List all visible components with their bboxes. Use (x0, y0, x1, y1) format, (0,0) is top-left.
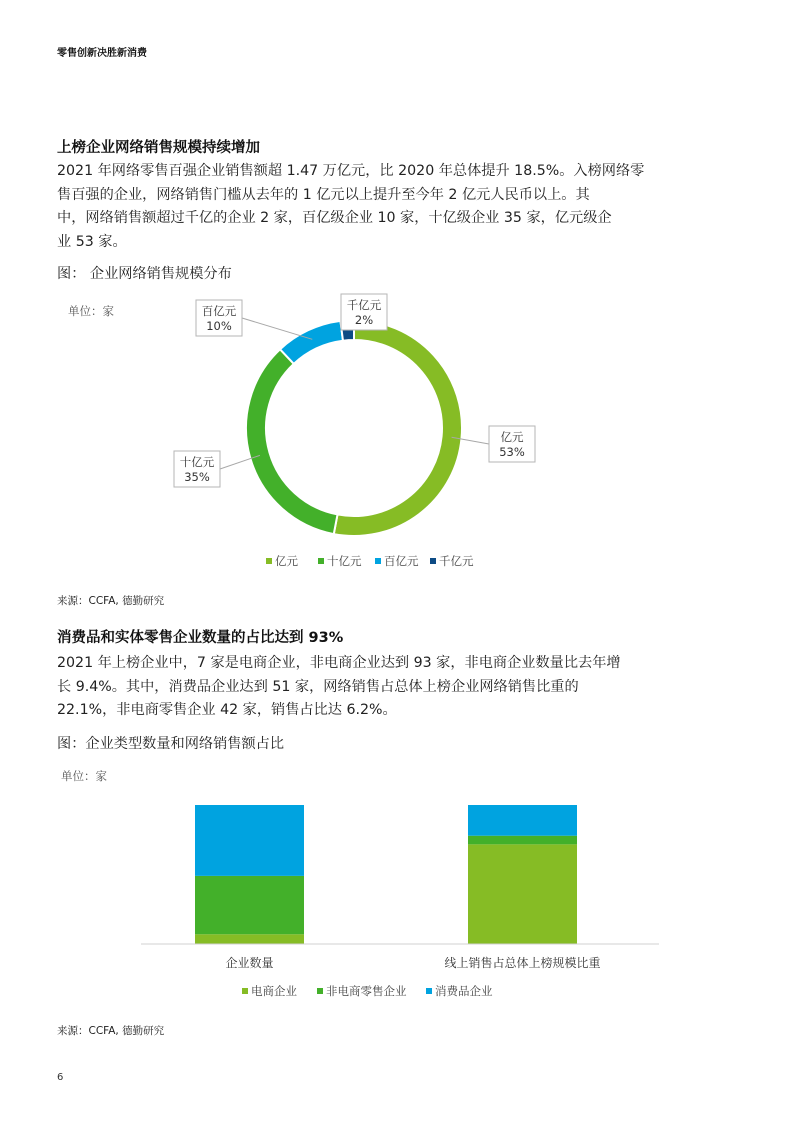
paragraph-line: 中，网络销售额超过千亿的企业 2 家，百亿级企业 10 家，十亿级企业 35 家，亿元级企 (57, 210, 612, 226)
bar-segment (195, 805, 304, 876)
callout-leader-line (242, 318, 312, 339)
donut-callouts (174, 294, 535, 487)
paragraph-line: 22.1%，非电商零售企业 42 家，销售占比达 6.2%。 (57, 702, 397, 718)
figure1-caption: 图： 企业网络销售规模分布 (57, 266, 232, 282)
legend-swatch (317, 988, 323, 994)
section1-paragraph (57, 160, 697, 254)
donut-chart (57, 288, 697, 583)
legend-label: 电商企业 (251, 984, 297, 998)
bar-rects (195, 805, 577, 944)
legend-swatch (266, 558, 272, 564)
section1-heading: 上榜企业网络销售规模持续增加 (57, 140, 260, 156)
paragraph-line: 业 53 家。 (57, 233, 127, 250)
donut-slice-3 (280, 321, 343, 364)
bar-segment (468, 805, 577, 836)
callout-value-label: 35% (184, 470, 210, 484)
callout-category-label: 亿元 (500, 430, 524, 444)
callout-value-label: 10% (206, 319, 232, 333)
callout-category-label: 千亿元 (346, 298, 382, 312)
legend-swatch (430, 558, 436, 564)
paragraph-line: 2021 年上榜企业中，7 家是电商企业，非电商企业达到 93 家，非电商企业数量比去年增 (57, 655, 621, 671)
callout-value-label: 53% (499, 445, 525, 459)
callout-value-label: 2% (354, 313, 374, 327)
chart-unit-label: 单位：家 (68, 304, 114, 318)
running-header: 零售创新决胜新消费 (57, 48, 147, 59)
x-category-label: 线上销售占总体上榜规模比重 (444, 956, 601, 970)
paragraph-line: 售百强的企业，网络销售门槛从去年的 1 亿元以上提升至今年 2 亿元人民币以上。其 (57, 186, 590, 203)
callout-category-label: 百亿元 (201, 304, 237, 318)
paragraph-line: 长 9.4%。其中，消费品企业达到 51 家，网络销售占总体上榜企业网络销售比重的 (57, 678, 579, 695)
bar-legend (242, 984, 493, 998)
bar-segment (195, 934, 304, 944)
bar-segment (195, 876, 304, 934)
section2-paragraph (57, 652, 697, 723)
legend-swatch (426, 988, 432, 994)
legend-label: 十亿元 (327, 554, 362, 568)
donut-legend (266, 554, 474, 568)
legend-label: 千亿元 (439, 554, 474, 568)
bar-segment (468, 844, 577, 944)
donut-slice-2 (246, 349, 338, 534)
legend-label: 消费品企业 (435, 984, 493, 998)
donut-slice-1 (334, 320, 462, 536)
legend-label: 百亿元 (384, 554, 419, 568)
stacked-bar-chart (57, 760, 697, 1010)
x-category-label: 企业数量 (225, 956, 274, 970)
legend-swatch (318, 558, 324, 564)
figure2-caption: 图：企业类型数量和网络销售额占比 (57, 736, 285, 752)
callout-category-label: 十亿元 (179, 455, 215, 469)
figure2-source: 来源：CCFA, 德勤研究 (57, 1025, 165, 1037)
legend-swatch (242, 988, 248, 994)
bar-category-labels (225, 955, 600, 970)
legend-label: 非电商零售企业 (326, 984, 407, 998)
section2-heading: 消费品和实体零售企业数量的占比达到 93% (57, 630, 344, 646)
legend-swatch (375, 558, 381, 564)
donut-slices (246, 320, 462, 536)
legend-label: 亿元 (275, 554, 298, 568)
page-number: 6 (57, 1072, 64, 1083)
figure1-source: 来源：CCFA, 德勤研究 (57, 595, 165, 607)
bar-segment (468, 836, 577, 845)
paragraph-line: 2021 年网络零售百强企业销售额超 1.47 万亿元，比 2020 年总体提升 18.5%。入榜网络零 (57, 163, 645, 179)
chart-unit-label: 单位：家 (61, 769, 107, 783)
